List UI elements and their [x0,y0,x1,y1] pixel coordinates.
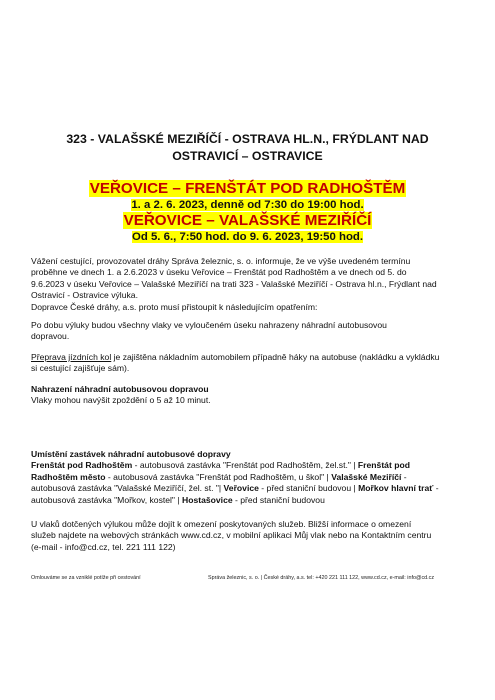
bikes-paragraph: Přeprava jízdních kol je zajištěna nákladním automobilem případně háky na autobuse (nakládku a vykládku si cestující zajišťuje sám). [31,352,440,374]
closure-2-date: Od 5. 6., 7:50 hod. do 9. 6. 2023, 19:50 hod. [131,231,364,243]
title-line-2: OSTRAVICÍ – OSTRAVICE [172,149,323,163]
replacement-paragraph: Po dobu výluky budou všechny vlaky ve vyloučeném úseku nahrazeny náhradní autobusovou dopravou. [31,320,387,342]
title-line-1: 323 - VALAŠSKÉ MEZIŘÍČÍ - OSTRAVA HL.N., FRÝDLANT NAD [66,132,429,146]
closure-1-date: 1. a 2. 6. 2023, denně od 7:30 do 19:00 hod. [131,199,364,211]
closure-1-route: VEŘOVICE – FRENŠTÁT POD RADHOŠTĚM [89,180,406,197]
stops-heading: Umístění zastávek náhradní autobusové dopravy [31,449,231,459]
delay-text: Vlaky mohou navýšit zpoždění o 5 až 10 minut. [31,395,211,406]
bike-transport-link[interactable]: Přeprava jízdních kol [31,352,112,362]
info-paragraph: U vlaků dotčených výlukou může dojít k omezení poskytovaných služeb. Bližší informace o omezení služeb najdete na webových stránkách www.cd.cz, v mobilní aplikaci Můj vlak nebo na Kontaktním centru (e-mail - info@cd.cz, tel. 221 111 122) [31,519,432,552]
footer-contacts: Správa železnic, s. o. | České dráhy, a.s. tel: +420 221 111 122, www.cd.cz, e-mail: info@cd.cz [208,575,435,581]
stops-section: Umístění zastávek náhradní autobusové dopravy Frenštát pod Radhoštěm - autobusová zastávka "Frenštát pod Radhoštěm, žel.st." | Frenštát pod Radhoštěm město - autobusová zastávka "Frenštát pod Radhoštěm, u škol" | Valašské Meziříčí - autobusová zastávka "Valašské Meziříčí, žel. st. "| Veřovice - před staniční budovou | Mořkov hlavní trať - autobusová zastávka "Mořkov, kostel" | Hostašovice - před staniční budovou [31,449,439,505]
footer-apology: Omlouváme se za vzniklé potíže při cestování [31,575,141,581]
closure-2-route: VEŘOVICE – VALAŠSKÉ MEZIŘÍČÍ [123,212,372,229]
delay-section [31,384,469,407]
delay-heading: Nahrazení náhradní autobusovou dopravou [31,384,209,394]
intro-paragraph: Vážení cestující, provozovatel dráhy Správa železnic, s. o. informuje, že ve výše uvedeném termínu proběhne ve dnech 1. a 2.6.2023 v úseku Veřovice – Frenštát pod Radhoštěm a ve dnech od 5. do 9.6.2023 v úseku Veřovice – Valašské Meziříčí na trati 323 - Valašské Meziříčí - Ostrava hl.n., Frýdlant nad Ostravicí - Ostravice výluka. Dopravce České dráhy, a.s. proto musí přistoupit k následujícím opatřením: [31,256,437,312]
page-title [40,131,455,165]
